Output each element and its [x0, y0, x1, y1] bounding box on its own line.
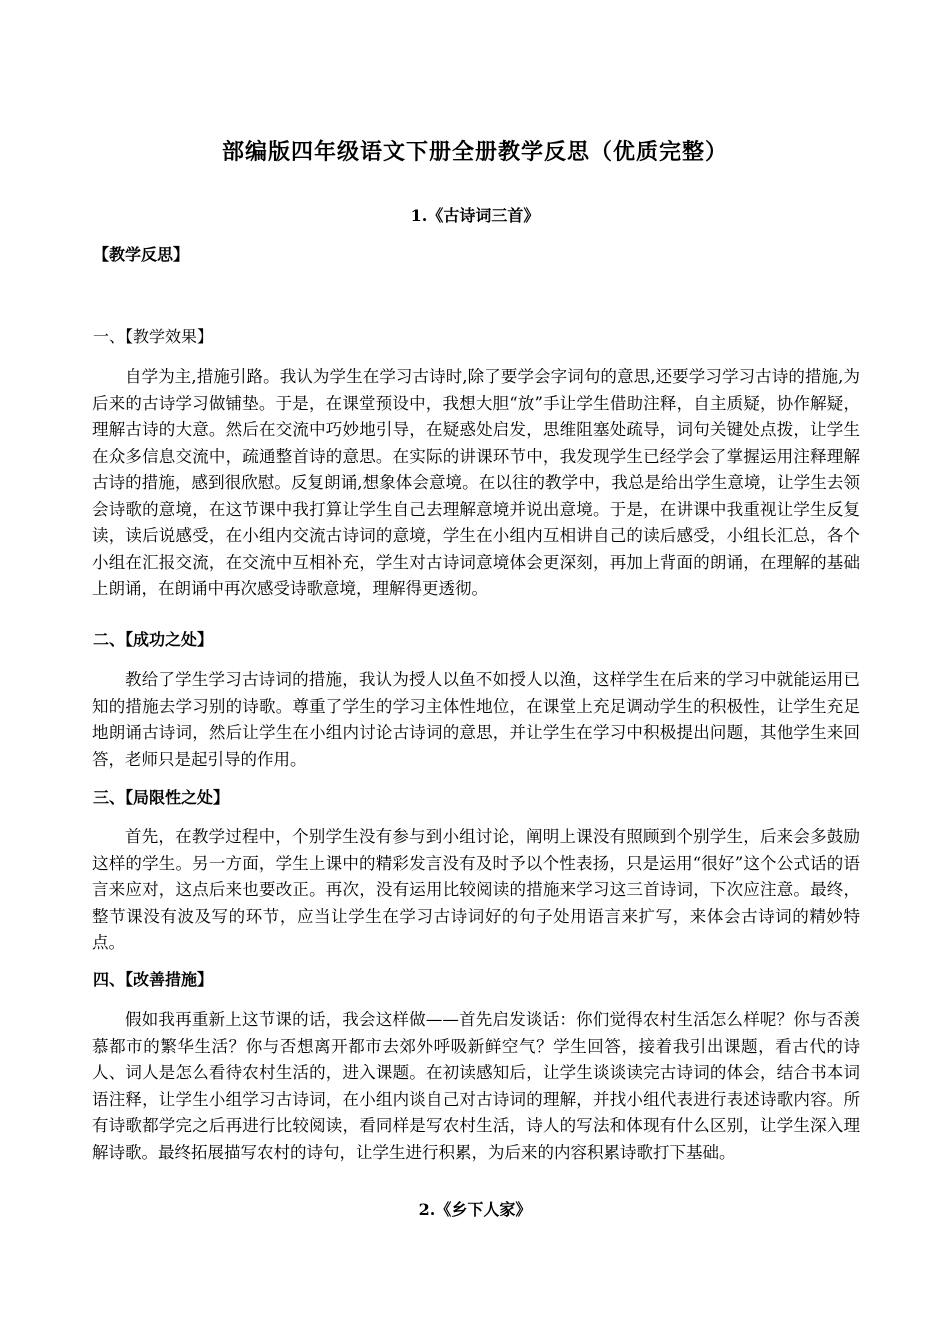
lesson-2-title: 2.《乡下人家》	[418, 1200, 532, 1219]
section-text-teaching-effect: 自学为主,措施引路。我认为学生在学习古诗时,除了要学会字词句的意思,还要学习学习古诗的措施,为后来的古诗学习做铺垫。于是，在课堂预设中，我想大胆“放”手让学生借助注释，自主质疑，协作解疑，理解古诗的大意。然后在交流中巧妙地引导，在疑惑处启发，思维阻塞处疏导，词句关键处点拨，让学生在众多信息交流中，疏通整首诗的意思。在实际的讲课环节中，我发现学生已经学会了掌握运用注释理解古诗的措施，感到很欣慰。反复朗诵,想象体会意境。在以往的教学中，我总是给出学生意境，让学生去领会诗歌的意境，在这节课中我打算让学生自己去理解意境并说出意境。于是，在讲课中我重视让学生反复读，读后说感受，在小组内交流古诗词的意境，学生在小组内互相讲自己的读后感受，小组长汇总，各个小组在汇报交流，在交流中互相补充，学生对古诗词意境体会更深刻，再加上背面的朗诵，在理解的基础上朗诵，在朗诵中再次感受诗歌意境，理解得更透彻。	[92, 367, 860, 598]
teaching-reflection-label: 【教学反思】	[93, 245, 190, 264]
section-text-improvements: 假如我再重新上这节课的话，我会这样做——首先启发谈话：你们觉得农村生活怎么样呢？你与否羡慕都市的繁华生活？你与否想离开都市去郊外呼吸新鲜空气？学生回答，接着我引出课题，看古代的诗人、词人是怎么看待农村生活的，进入课题。在初读感知后，让学生谈谈读完古诗词的体会，结合书本词语注释，让学生小组学习古诗词，在小组内谈自己对古诗词的理解，并找小组代表进行表述诗歌内容。所有诗歌都学完之后再进行比较阅读，看同样是写农村生活，诗人的写法和体现有什么区别，让学生深入理解诗歌。最终拓展描写农村的诗句，让学生进行积累，为后来的内容积累诗歌打下基础。	[92, 1010, 860, 1162]
section-text-limitations: 首先，在教学过程中，个别学生没有参与到小组讨论，阐明上课没有照顾到个别学生，后来会多鼓励这样的学生。另一方面，学生上课中的精彩发言没有及时予以个性表扬，只是运用“很好”这个公式话的语言来应对，这点后来也要改正。再次，没有运用比较阅读的措施来学习这三首诗词，下次应注意。最终，整节课没有波及写的环节，应当让学生在学习古诗词好的句子处用语言来扩写，来体会古诗词的精妙特点。	[92, 827, 860, 952]
section-heading-limitations: 三、【局限性之处】	[93, 788, 230, 807]
section-heading-improvements: 四、【改善措施】	[93, 970, 214, 989]
lesson-1-title: 1.《古诗词三首》	[410, 206, 540, 225]
section-text-success: 教给了学生学习古诗词的措施，我认为授人以鱼不如授人以渔，这样学生在后来的学习中就能运用已知的措施去学习别的诗歌。尊重了学生的学习主体性地位，在课堂上充足调动学生的积极性，让学生充足地朗诵古诗词，然后让学生在小组内讨论古诗词的意思，并让学生在学习中积极提出问题，其他学生来回答，老师只是起引导的作用。	[92, 670, 860, 769]
section-heading-success: 二、【成功之处】	[93, 630, 214, 649]
document-title: 部编版四年级语文下册全册教学反思（优质完整）	[221, 139, 728, 165]
section-heading-teaching-effect: 一、【教学效果】	[93, 327, 214, 346]
